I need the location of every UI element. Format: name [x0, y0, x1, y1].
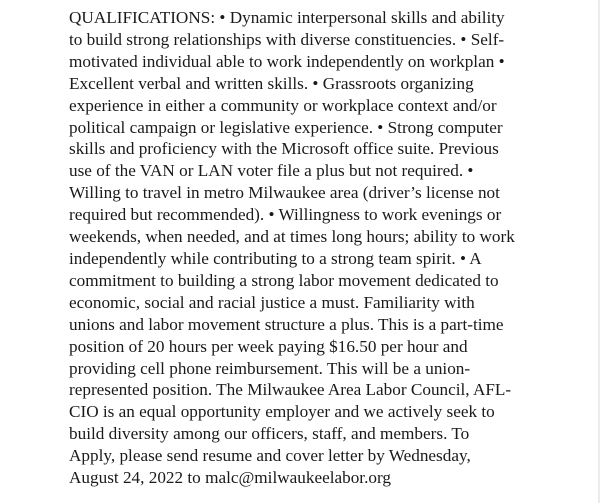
- qualifications-text: QUALIFICATIONS: • Dynamic interpersonal skills and ability to build strong relationships with diverse constituencies. • Self- motivated individual able to work independently on workplan • Excellent verbal and written skills. • Grassroots organizing experience in either a community or workplace context and/or political campaign or legislative experience. • Strong computer skills and proficiency with the Microsoft office suite. Previous use of the VAN or LAN voter file a plus but not required. • Willing to travel in metro Milwaukee area (driver’s license not required but recommended). • Willingness to work evenings or weekends, when needed, and at times long hours; ability to work independently while contributing to a strong team spirit. • A commitment to building a strong labor movement dedicated to economic, social and racial justice a must. Familiarity with unions and labor movement structure a plus. This is a part-time position of 20 hours per week paying $16.50 per hour and providing cell phone reimbursement. This will be a union- represented position. The Milwaukee Area Labor Council, AFL- CIO is an equal opportunity employer and we actively seek to build diversity among our officers, staff, and members. To Apply, please send resume and cover letter by Wednesday, August 24, 2022 to malc@milwaukeelabor.org: [69, 8, 515, 488]
